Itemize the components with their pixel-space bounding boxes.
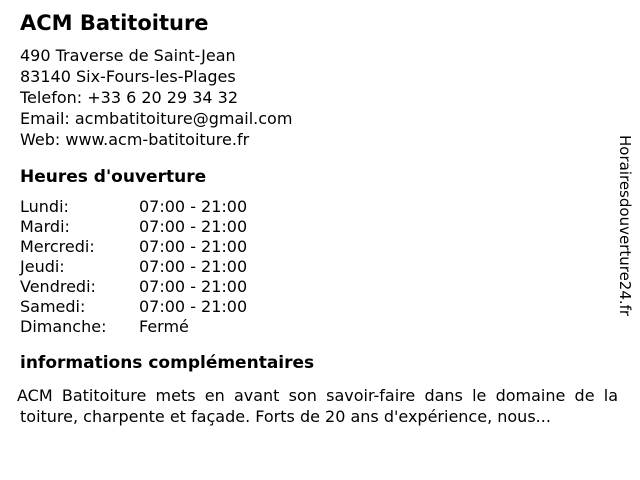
hours-row-thursday [20, 257, 640, 277]
hours-row-wednesday [20, 237, 640, 257]
day-hours: 07:00 - 21:00 [139, 197, 248, 216]
phone-line: Telefon: +33 6 20 29 34 32 [20, 88, 239, 107]
hours-row-friday [20, 277, 640, 297]
business-description [17, 385, 618, 427]
day-hours: Fermé [139, 317, 189, 336]
day-hours: 07:00 - 21:00 [139, 277, 248, 296]
contact-block [20, 45, 640, 150]
description-line: toiture, charpente et façade. Forts de 20 ans d'expérience, nous... [20, 407, 551, 426]
day-hours: 07:00 - 21:00 [139, 217, 248, 236]
day-label: Jeudi: [20, 257, 65, 276]
hours-row-monday [20, 197, 640, 217]
website-line: Web: www.acm-batitoiture.fr [20, 130, 250, 149]
day-label: Lundi: [20, 197, 69, 216]
business-name: ACM Batitoiture [20, 11, 209, 35]
additional-info-heading: informations complémentaires [20, 353, 315, 373]
day-label: Dimanche: [20, 317, 107, 336]
hours-row-sunday [20, 317, 640, 337]
opening-hours-table [20, 197, 640, 337]
site-watermark: Horairesdouverture24.fr [616, 135, 634, 317]
day-hours: 07:00 - 21:00 [139, 257, 248, 276]
day-label: Vendredi: [20, 277, 96, 296]
day-label: Mercredi: [20, 237, 95, 256]
day-label: Samedi: [20, 297, 86, 316]
description-line: ACM Batitoiture mets en avant son savoir-faire dans le domaine de la [17, 386, 618, 405]
day-label: Mardi: [20, 217, 70, 236]
day-hours: 07:00 - 21:00 [139, 297, 248, 316]
opening-hours-heading: Heures d'ouverture [20, 167, 207, 187]
address-line-street: 490 Traverse de Saint-Jean [20, 46, 236, 65]
day-hours: 07:00 - 21:00 [139, 237, 248, 256]
address-line-city: 83140 Six-Fours-les-Plages [20, 67, 236, 86]
email-line: Email: acmbatitoiture@gmail.com [20, 109, 293, 128]
hours-row-tuesday [20, 217, 640, 237]
hours-row-saturday [20, 297, 640, 317]
